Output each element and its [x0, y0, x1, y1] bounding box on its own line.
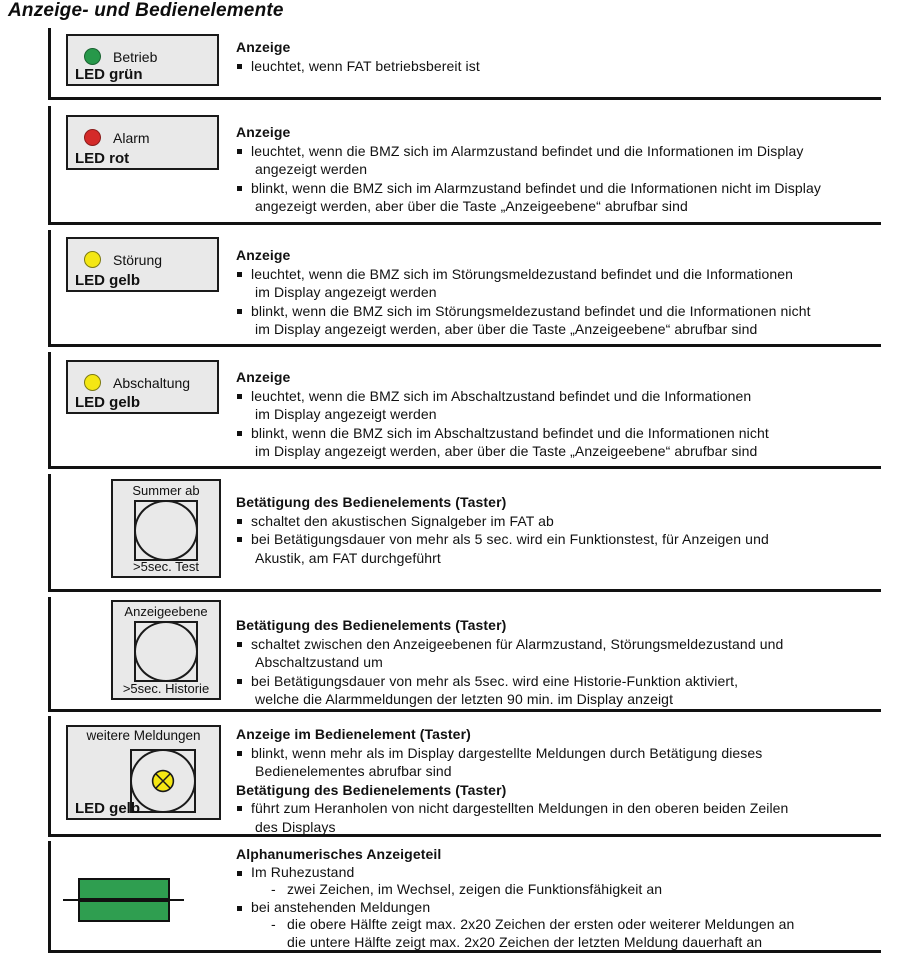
red-led-icon: [84, 129, 101, 146]
content-line: im Display angezeigt werden, aber über die Taste „Anzeigeebene“ abrufbar sind: [255, 321, 758, 337]
lcd-pointer-line: [63, 899, 184, 902]
content-bullet: leuchtet, wenn die BMZ sich im Störungsmeldezustand befindet und die Informationen: [236, 265, 881, 284]
section-alarm: [48, 106, 881, 225]
led-label: Betrieb: [113, 48, 158, 65]
taster-top-label: weitere Meldungen: [86, 728, 201, 743]
content-heading: Alphanumerisches Anzeigeteil: [236, 846, 442, 862]
content-line: im Display angezeigt werden: [255, 284, 437, 300]
content-bullet: leuchtet, wenn die BMZ sich im Abschaltzustand befindet und die Informationen: [236, 387, 881, 406]
content-bullet: Im Ruhezustand: [236, 864, 881, 882]
section-text: [236, 493, 881, 567]
led-label: Störung: [113, 251, 163, 268]
section-text: [236, 846, 881, 951]
content-heading: Anzeige: [236, 124, 291, 140]
led-label: Alarm: [113, 129, 150, 146]
content-line: angezeigt werden, aber über die Taste „Anzeigeebene“ abrufbar sind: [255, 198, 688, 214]
taster-bottom-label: >5sec. Test: [133, 559, 199, 574]
content-line: im Display angezeigt werden, aber über die Taste „Anzeigeebene“ abrufbar sind: [255, 443, 758, 459]
content-line: im Display angezeigt werden: [255, 406, 437, 422]
content-heading: Anzeige: [236, 247, 291, 263]
yellow-led-icon: [84, 251, 101, 268]
lcd-display-lower: [78, 900, 170, 922]
led-row: [68, 117, 217, 146]
section-anzeigeebene: [48, 597, 881, 712]
led-type-label: LED gelb: [75, 394, 141, 411]
section-text: [236, 38, 881, 75]
led-type-label: LED gelb: [75, 272, 141, 289]
content-line: die untere Hälfte zeigt max. 2x20 Zeichen der letzten Meldung dauerhaft an: [287, 933, 763, 950]
content-bullet: führt zum Heranholen von nicht dargestellten Meldungen in den oberen beiden Zeilen: [236, 799, 881, 818]
taster-circle-icon: [134, 500, 198, 561]
content-dash-line: - zwei Zeichen, im Wechsel, zeigen die Funktionsfähigkeit an: [236, 881, 881, 899]
led-row: [68, 36, 217, 65]
section-text: [236, 725, 881, 836]
content-bullet: blinkt, wenn die BMZ sich im Alarmzustand befindet und die Informationen nicht im Display: [236, 179, 881, 198]
taster-anzeigeebene: [111, 600, 221, 700]
led-box-alarm: [66, 115, 219, 170]
content-dash-line: - die obere Hälfte zeigt max. 2x20 Zeichen der ersten oder weiterer Meldungen an: [236, 916, 881, 934]
green-led-icon: [84, 48, 101, 65]
content-heading: Anzeige im Bedienelement (Taster): [236, 726, 471, 742]
content-bullet: leuchtet, wenn FAT betriebsbereit ist: [236, 57, 881, 76]
page-title: Anzeige- und Bedienelemente: [8, 0, 284, 21]
section-text: [236, 368, 881, 461]
content-bullet: leuchtet, wenn die BMZ sich im Alarmzustand befindet und die Informationen im Display: [236, 142, 881, 161]
content-bullet: bei Betätigungsdauer von mehr als 5 sec. wird ein Funktionstest, für Anzeigen und: [236, 530, 881, 549]
section-betrieb: [48, 28, 881, 100]
section-display: [48, 841, 881, 953]
content-line: Abschaltzustand um: [255, 654, 383, 670]
content-bullet: bei anstehenden Meldungen: [236, 899, 881, 917]
section-stoerung: [48, 230, 881, 347]
taster-square-icon: [134, 621, 198, 682]
led-box-abschaltung: [66, 360, 219, 414]
content-heading: Betätigung des Bedienelements (Taster): [236, 494, 507, 510]
taster-square-icon: [134, 500, 198, 561]
content-heading: Betätigung des Bedienelements (Taster): [236, 617, 507, 633]
led-type-label: LED gelb: [75, 800, 141, 817]
taster-circle-icon: [134, 621, 198, 682]
led-box-betrieb: [66, 34, 219, 86]
content-line: welche die Alarmmeldungen der letzten 90 min. im Display anzeigt: [255, 691, 674, 707]
section-text: [236, 616, 881, 709]
taster-weitere-meldungen: [66, 725, 221, 820]
taster-top-label: Summer ab: [132, 483, 200, 498]
content-heading: Anzeige: [236, 369, 291, 385]
content-line: des Displays: [255, 818, 336, 835]
yellow-led-icon: [84, 374, 101, 391]
taster-top-label: Anzeigeebene: [124, 604, 208, 619]
led-type-label: LED grün: [75, 66, 143, 83]
led-label: Abschaltung: [113, 374, 191, 391]
content-bullet: blinkt, wenn mehr als im Display dargestellte Meldungen durch Betätigung dieses: [236, 744, 881, 763]
content-line: Akustik, am FAT durchgeführt: [255, 549, 441, 566]
led-row: [68, 362, 217, 391]
section-weitere-meldungen: [48, 716, 881, 837]
content-bullet: schaltet den akustischen Signalgeber im FAT ab: [236, 512, 881, 531]
section-summer-ab: [48, 474, 881, 592]
section-text: [236, 123, 881, 216]
led-type-label: LED rot: [75, 150, 130, 167]
taster-summer-ab: [111, 479, 221, 578]
content-bullet: schaltet zwischen den Anzeigeebenen für Alarmzustand, Störungsmeldezustand und: [236, 635, 881, 654]
led-row: [68, 239, 217, 268]
section-abschaltung: [48, 352, 881, 469]
content-heading: Anzeige: [236, 39, 291, 55]
content-bullet: bei Betätigungsdauer von mehr als 5sec. wird eine Historie-Funktion aktiviert,: [236, 672, 881, 691]
content-bullet: blinkt, wenn die BMZ sich im Abschaltzustand befindet und die Informationen nicht: [236, 424, 881, 443]
content-bullet: blinkt, wenn die BMZ sich im Störungsmeldezustand befindet und die Informationen nicht: [236, 302, 881, 321]
lcd-line: [83, 920, 168, 922]
yellow-led-cross-icon: [151, 769, 175, 793]
content-heading: Betätigung des Bedienelements (Taster): [236, 781, 507, 798]
section-text: [236, 246, 881, 339]
led-box-stoerung: [66, 237, 219, 292]
lcd-display-upper: [78, 878, 170, 900]
content-line: Bedienelementes abrufbar sind: [255, 763, 452, 779]
taster-bottom-label: >5sec. Historie: [122, 681, 210, 696]
content-line: angezeigt werden: [255, 161, 368, 177]
